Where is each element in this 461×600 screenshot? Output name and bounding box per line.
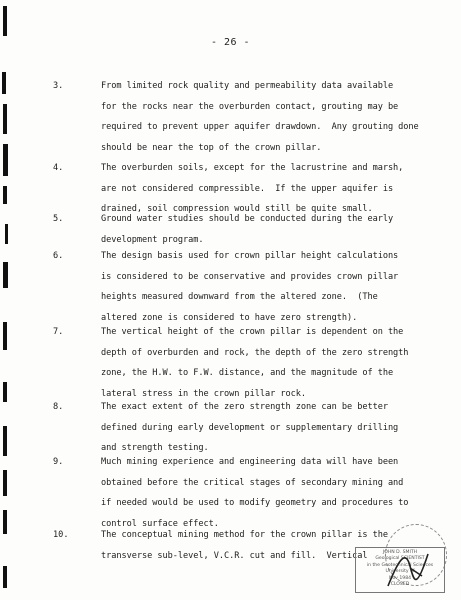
- item-number: 7.: [53, 327, 64, 337]
- stamp-line: JOHN D. SMITH: [382, 550, 418, 555]
- item-number: 4.: [53, 163, 64, 173]
- binding-mark: [3, 470, 7, 496]
- text-line: The design basis used for crown pillar height calculations: [101, 251, 399, 261]
- text-line: defined during early development or supplementary drilling: [101, 422, 399, 433]
- text-line: are not considered compressible. If the upper aquifer is: [101, 183, 394, 194]
- binding-mark: [3, 144, 8, 176]
- binding-mark: [3, 104, 7, 134]
- text-line: if needed would be used to modify geometry and procedures to: [101, 498, 409, 509]
- text-line: depth of overburden and rock, the depth of the zero strength: [101, 347, 409, 358]
- text-line: The vertical height of the crown pillar is dependent on the: [101, 327, 404, 337]
- binding-mark: [5, 224, 8, 244]
- binding-mark: [3, 262, 8, 288]
- text-line: control surface effect.: [101, 518, 219, 529]
- item-number: 8.: [53, 402, 64, 412]
- text-line: and strength testing.: [101, 443, 209, 454]
- binding-mark: [3, 186, 7, 204]
- text-line: obtained before the critical stages of secondary mining and: [101, 477, 404, 488]
- page-number: - 26 -: [210, 37, 251, 48]
- item-number: 9.: [53, 457, 64, 467]
- item-number: 6.: [53, 251, 64, 261]
- binding-mark: [2, 72, 6, 94]
- stamp-line: in the Geotechnical Sciences: [366, 562, 434, 568]
- text-line: Much mining experience and engineering data will have been: [101, 457, 399, 467]
- text-line: for the rocks near the overburden contact, grouting may be: [101, 101, 399, 112]
- item-number: 10.: [53, 530, 69, 540]
- item-number: 5.: [53, 214, 64, 224]
- text-line: lateral stress in the crown pillar rock.: [101, 388, 306, 399]
- text-line: drained, soil compression would still be quite small.: [101, 204, 373, 215]
- text-line: The exact extent of the zero strength zone can be better: [101, 402, 388, 412]
- text-line: should be near the top of the crown pillar.: [101, 142, 322, 153]
- text-line: heights measured downward from the altered zone. (The: [101, 292, 378, 303]
- text-line: transverse sub-level, V.C.R. cut and fill. Vertical: [101, 550, 368, 561]
- binding-mark: [3, 566, 7, 588]
- binding-holes: [0, 0, 16, 600]
- stamp-line: Geological SCIENTIST: [375, 556, 425, 562]
- text-line: is considered to be conservative and provides crown pillar: [101, 271, 399, 282]
- text-line: development program.: [101, 234, 204, 245]
- binding-mark: [3, 322, 7, 350]
- binding-mark: [3, 510, 7, 534]
- stamp-line: University of: [385, 569, 415, 575]
- stamp-line: Nov 1984: [388, 575, 412, 581]
- stamp-line: CLOSED: [390, 582, 410, 588]
- binding-mark: [3, 426, 7, 456]
- text-line: required to prevent upper aquifer drawdown. Any grouting done: [101, 122, 419, 133]
- text-line: Ground water studies should be conducted during the early: [101, 214, 394, 224]
- binding-mark: [3, 6, 7, 36]
- binding-mark: [3, 382, 7, 402]
- text-line: From limited rock quality and permeability data available: [101, 81, 394, 91]
- item-number: 3.: [53, 81, 64, 91]
- text-line: zone, the H.W. to F.W. distance, and the magnitude of the: [101, 368, 394, 379]
- text-line: altered zone is considered to have zero strength).: [101, 312, 358, 323]
- text-line: The conceptual mining method for the crown pillar is the: [101, 530, 388, 540]
- signature-scribble: [380, 546, 440, 596]
- text-line: The overburden soils, except for the lacrustrine and marsh,: [101, 163, 404, 173]
